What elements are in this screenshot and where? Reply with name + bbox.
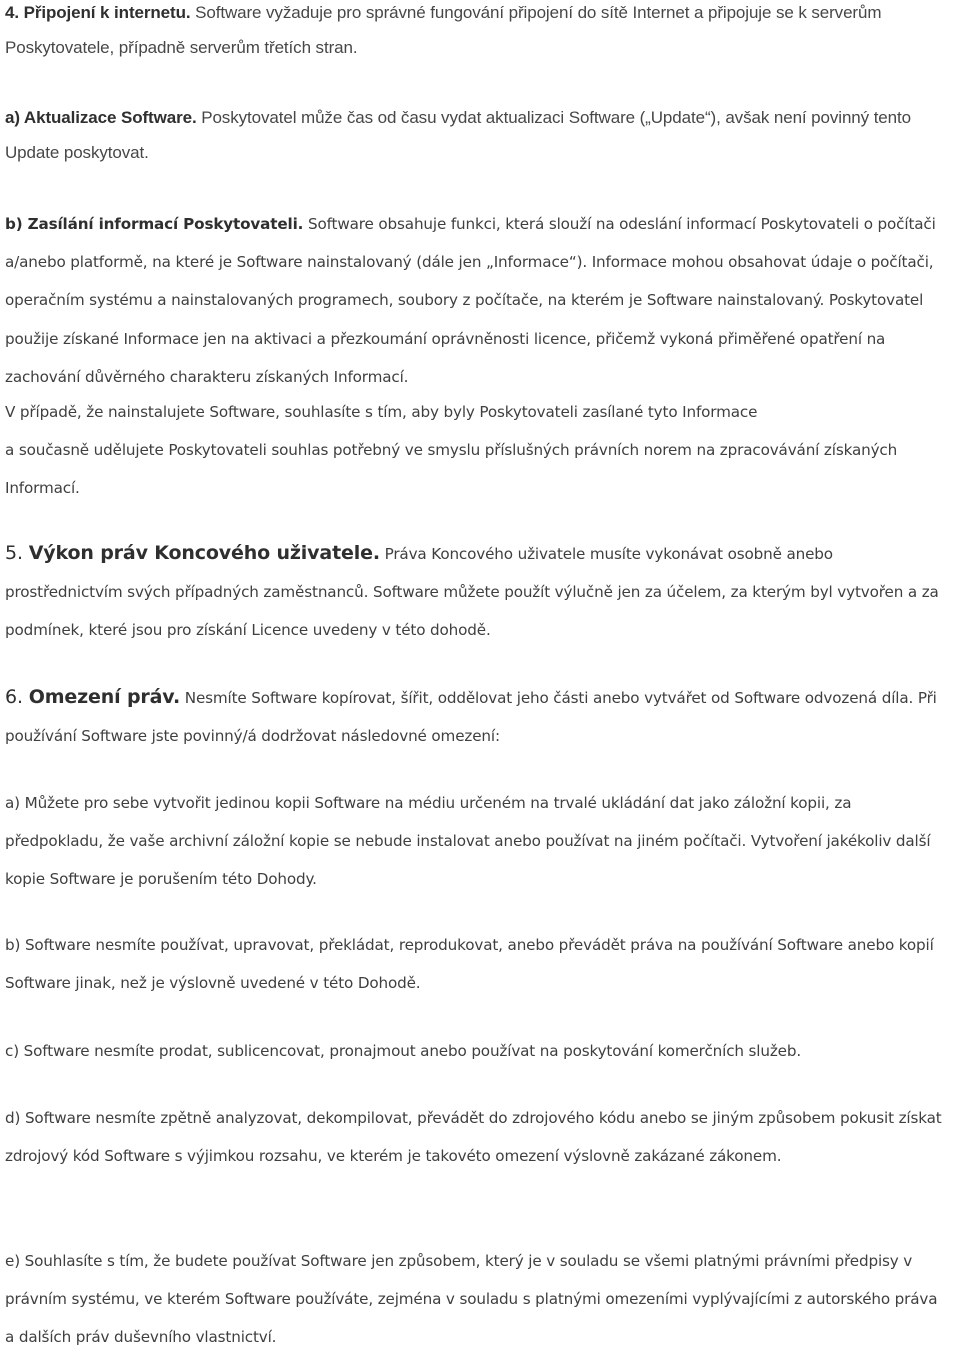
section-4a-heading: a) Aktualizace Software.: [5, 108, 197, 127]
section-5-number: 5.: [5, 542, 29, 564]
section-5-heading: Výkon práv Koncového uživatele.: [28, 542, 380, 564]
section-4b-consent-line: V případě, že nainstalujete Software, souhlasíte s tím, aby byly Poskytovateli zasílané tyto Informace: [5, 403, 758, 421]
restriction-d: d) Software nesmíte zpětně analyzovat, dekompilovat, převádět do zdrojového kódu anebo se jiným způsobem pokusit získat zdrojový kód Software s výjimkou rozsahu, ve kterém je takovéto omezení výslovně zakázané zákonem.: [5, 1109, 942, 1166]
section-6-heading: Omezení práv.: [28, 686, 181, 708]
section-6-text: Nesmíte Software kopírovat, šířit, oddělovat jeho části anebo vytvářet od Software odvozená díla. Při používání Software jste povinný/á dodržovat následovné omezení:: [5, 689, 937, 746]
section-4a-paragraph: [5, 100, 950, 170]
restriction-a: a) Můžete pro sebe vytvořit jedinou kopii Software na médiu určeném na trvalé ukládání dat jako záložní kopii, za předpokladu, že vaše archivní záložní kopie se nebude instalovat anebo používat na jiném počítači. Vytvoření jakékoliv další kopie Software je porušením této Dohody.: [5, 794, 931, 889]
section-4-text: Software vyžaduje pro správné fungování připojení do sítě Internet a připojuje se k serverům Poskytovatele, případně serverům třetích stran.: [5, 3, 882, 57]
section-4-paragraph: [5, 0, 950, 65]
section-4b-paragraph: [5, 205, 950, 396]
section-4b-text: Software obsahuje funkci, která slouží na odeslání informací Poskytovateli o počítači a/anebo platformě, na které je Software nainstalovaný (dále jen „Informace“). Informace mohou obsahovat údaje o počítači, operačním systému a nainstalovaných programech, soubory z počítače, na kterém je Software nainstalovaný. Poskytovatel použije získané Informace jen na aktivaci a přezkoumání oprávněnosti licence, přičemž vykoná přiměřené opatření na zachování důvěrného charakteru získaných Informací.: [5, 215, 936, 386]
section-5-text: Práva Koncového uživatele musíte vykonávat osobně anebo prostřednictvím svých případných zaměstnanců. Software můžete použít výlučně jen za účelem, za kterým byl vytvořen a za podmínek, které jsou pro získání Licence uvedeny v této dohodě.: [5, 545, 939, 640]
restriction-e: e) Souhlasíte s tím, že budete používat Software jen způsobem, který je v souladu se všemi platnými právními předpisy v právním systému, ve kterém Software používáte, zejména v souladu s platnými omezeními vyplývajícími z autorského práva a dalších práv duševního vlastnictví.: [5, 1252, 938, 1347]
section-4-heading: 4. Připojení k internetu.: [5, 3, 191, 22]
section-4b-consent-paragraph: a současně udělujete Poskytovateli souhlas potřebný ve smyslu příslušných právních norem na zpracovávání získaných Informací.: [5, 441, 898, 498]
section-4a-text: Poskytovatel může čas od času vydat aktualizaci Software („Update“), avšak není povinný tento Update poskytovat.: [5, 108, 911, 162]
section-6-paragraph: [5, 678, 950, 755]
restriction-b: b) Software nesmíte používat, upravovat, překládat, reprodukovat, anebo převádět práva na používání Software anebo kopií Software jinak, než je výslovně uvedené v této Dohodě.: [5, 936, 934, 993]
section-5-paragraph: [5, 534, 950, 650]
section-4b-heading: b) Zasílání informací Poskytovateli.: [5, 215, 304, 233]
restriction-c: c) Software nesmíte prodat, sublicencovat, pronajmout anebo používat na poskytování komerčních služeb.: [5, 1042, 802, 1060]
section-6-number: 6.: [5, 686, 29, 708]
